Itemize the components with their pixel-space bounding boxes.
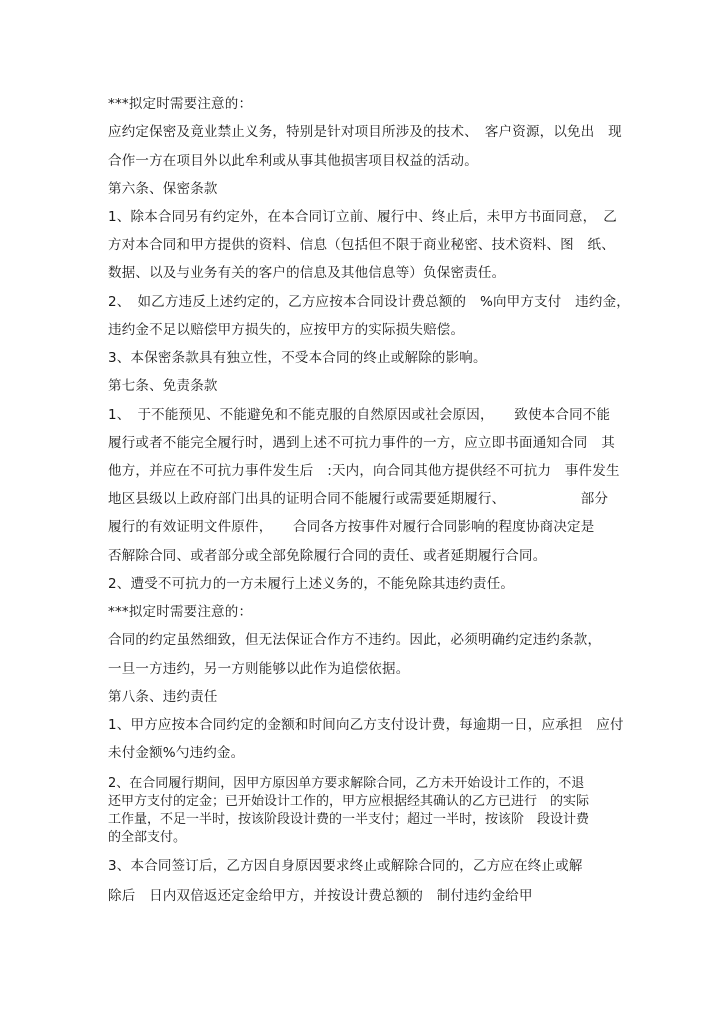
paragraph-line: 否解除合同、或者部分或全部免除履行合同的责任、或者延期履行合同。 [108, 548, 547, 564]
note-heading: ***拟定时需要注意的： [108, 604, 253, 620]
section-heading: 第八条、违约责任 [108, 689, 218, 705]
note-heading: ***拟定时需要注意的： [108, 96, 253, 112]
paragraph-line: 3、本合同签订后，乙方因自身原因要求终止或解除合同的，乙方应在终止或解 [108, 858, 583, 874]
paragraph-line: 1、 于不能预见、不能避免和不能克服的自然原因或社会原因， 致使本合同不能 [108, 407, 611, 423]
paragraph-line: 方对本合同和甲方提供的资料、信息（包括但不限于商业秘密、技术资料、图 纸、 [108, 237, 615, 253]
paragraph-line: 地区县级以上政府部门出具的证明合同不能履行或需要延期履行、 部分 [108, 491, 609, 507]
paragraph-line: 应约定保密及竟业禁止义务，特别是针对项目所涉及的技术、 客户资源，以免出 现 [108, 124, 622, 140]
paragraph-line: 的全部支付。 [108, 830, 187, 845]
paragraph-line: 合作一方在项目外以此牟利或从事其他损害项目权益的活动。 [108, 153, 478, 169]
paragraph-line: 2、遭受不可抗力的一方未履行上述义务的，不能免除其违约责任。 [108, 576, 515, 592]
paragraph-line: 数据、以及与业务有关的客户的信息及其他信息等）负保密责任。 [108, 265, 506, 281]
paragraph-line: 3、本保密条款具有独立性，不受本合同的终止或解除的影响。 [108, 350, 487, 366]
paragraph-line: 工作量，不足一半时，按该阶段设计费的一半支付；超过一半时，按该阶 段设计费 [108, 812, 590, 827]
paragraph-line: 还甲方支付的定金；已开始设计工作的，甲方应根据经其确认的乙方已进行 的实际 [108, 794, 590, 809]
paragraph-line: 他方，并应在不可抗力事件发生后 :天内，向合同其他方提供经不可抗力 事件发生 [108, 463, 620, 479]
paragraph-line: 除后 日内双倍返还定金给甲方，并按设计费总额的 制付违约金给甲 [108, 888, 533, 904]
paragraph-line: 2、在合同履行期间，因甲方原因单方要求解除合同，乙方未开始设计工作的，不退 [108, 776, 585, 791]
paragraph-line: 1、除本合同另有约定外，在本合同订立前、履行中、终止后，未甲方书面同意， 乙 [108, 209, 617, 225]
paragraph-line: 一旦一方违约，另一方则能够以此作为追偿依据。 [108, 661, 410, 677]
paragraph-line: 违约金不足以赔偿甲方损失的，应按甲方的实际损失赔偿。 [108, 322, 465, 338]
paragraph-line: 2、 如乙方违反上述约定的，乙方应按本合同设计费总额的 %向甲方支付 违约金， [108, 294, 630, 310]
paragraph-line: 未付金额%勺违约金。 [108, 745, 245, 761]
paragraph-line: 履行的有效证明文件原件， 合同各方按事件对履行合同影响的程度协商决定是 [108, 519, 595, 535]
paragraph-line: 1、甲方应按本合同约定的金额和时间向乙方支付设计费，每逾期一日，应承担 应付 [108, 717, 624, 733]
section-heading: 第七条、免责条款 [108, 378, 218, 394]
paragraph-line: 合同的约定虽然细致，但无法保证合作方不违约。因此，必须明确约定违约条款， [108, 632, 602, 648]
paragraph-line: 履行或者不能完全履行时，遇到上述不可抗力事件的一方，应立即书面通知合同 其 [108, 435, 615, 451]
section-heading: 第六条、保密条款 [108, 181, 218, 197]
